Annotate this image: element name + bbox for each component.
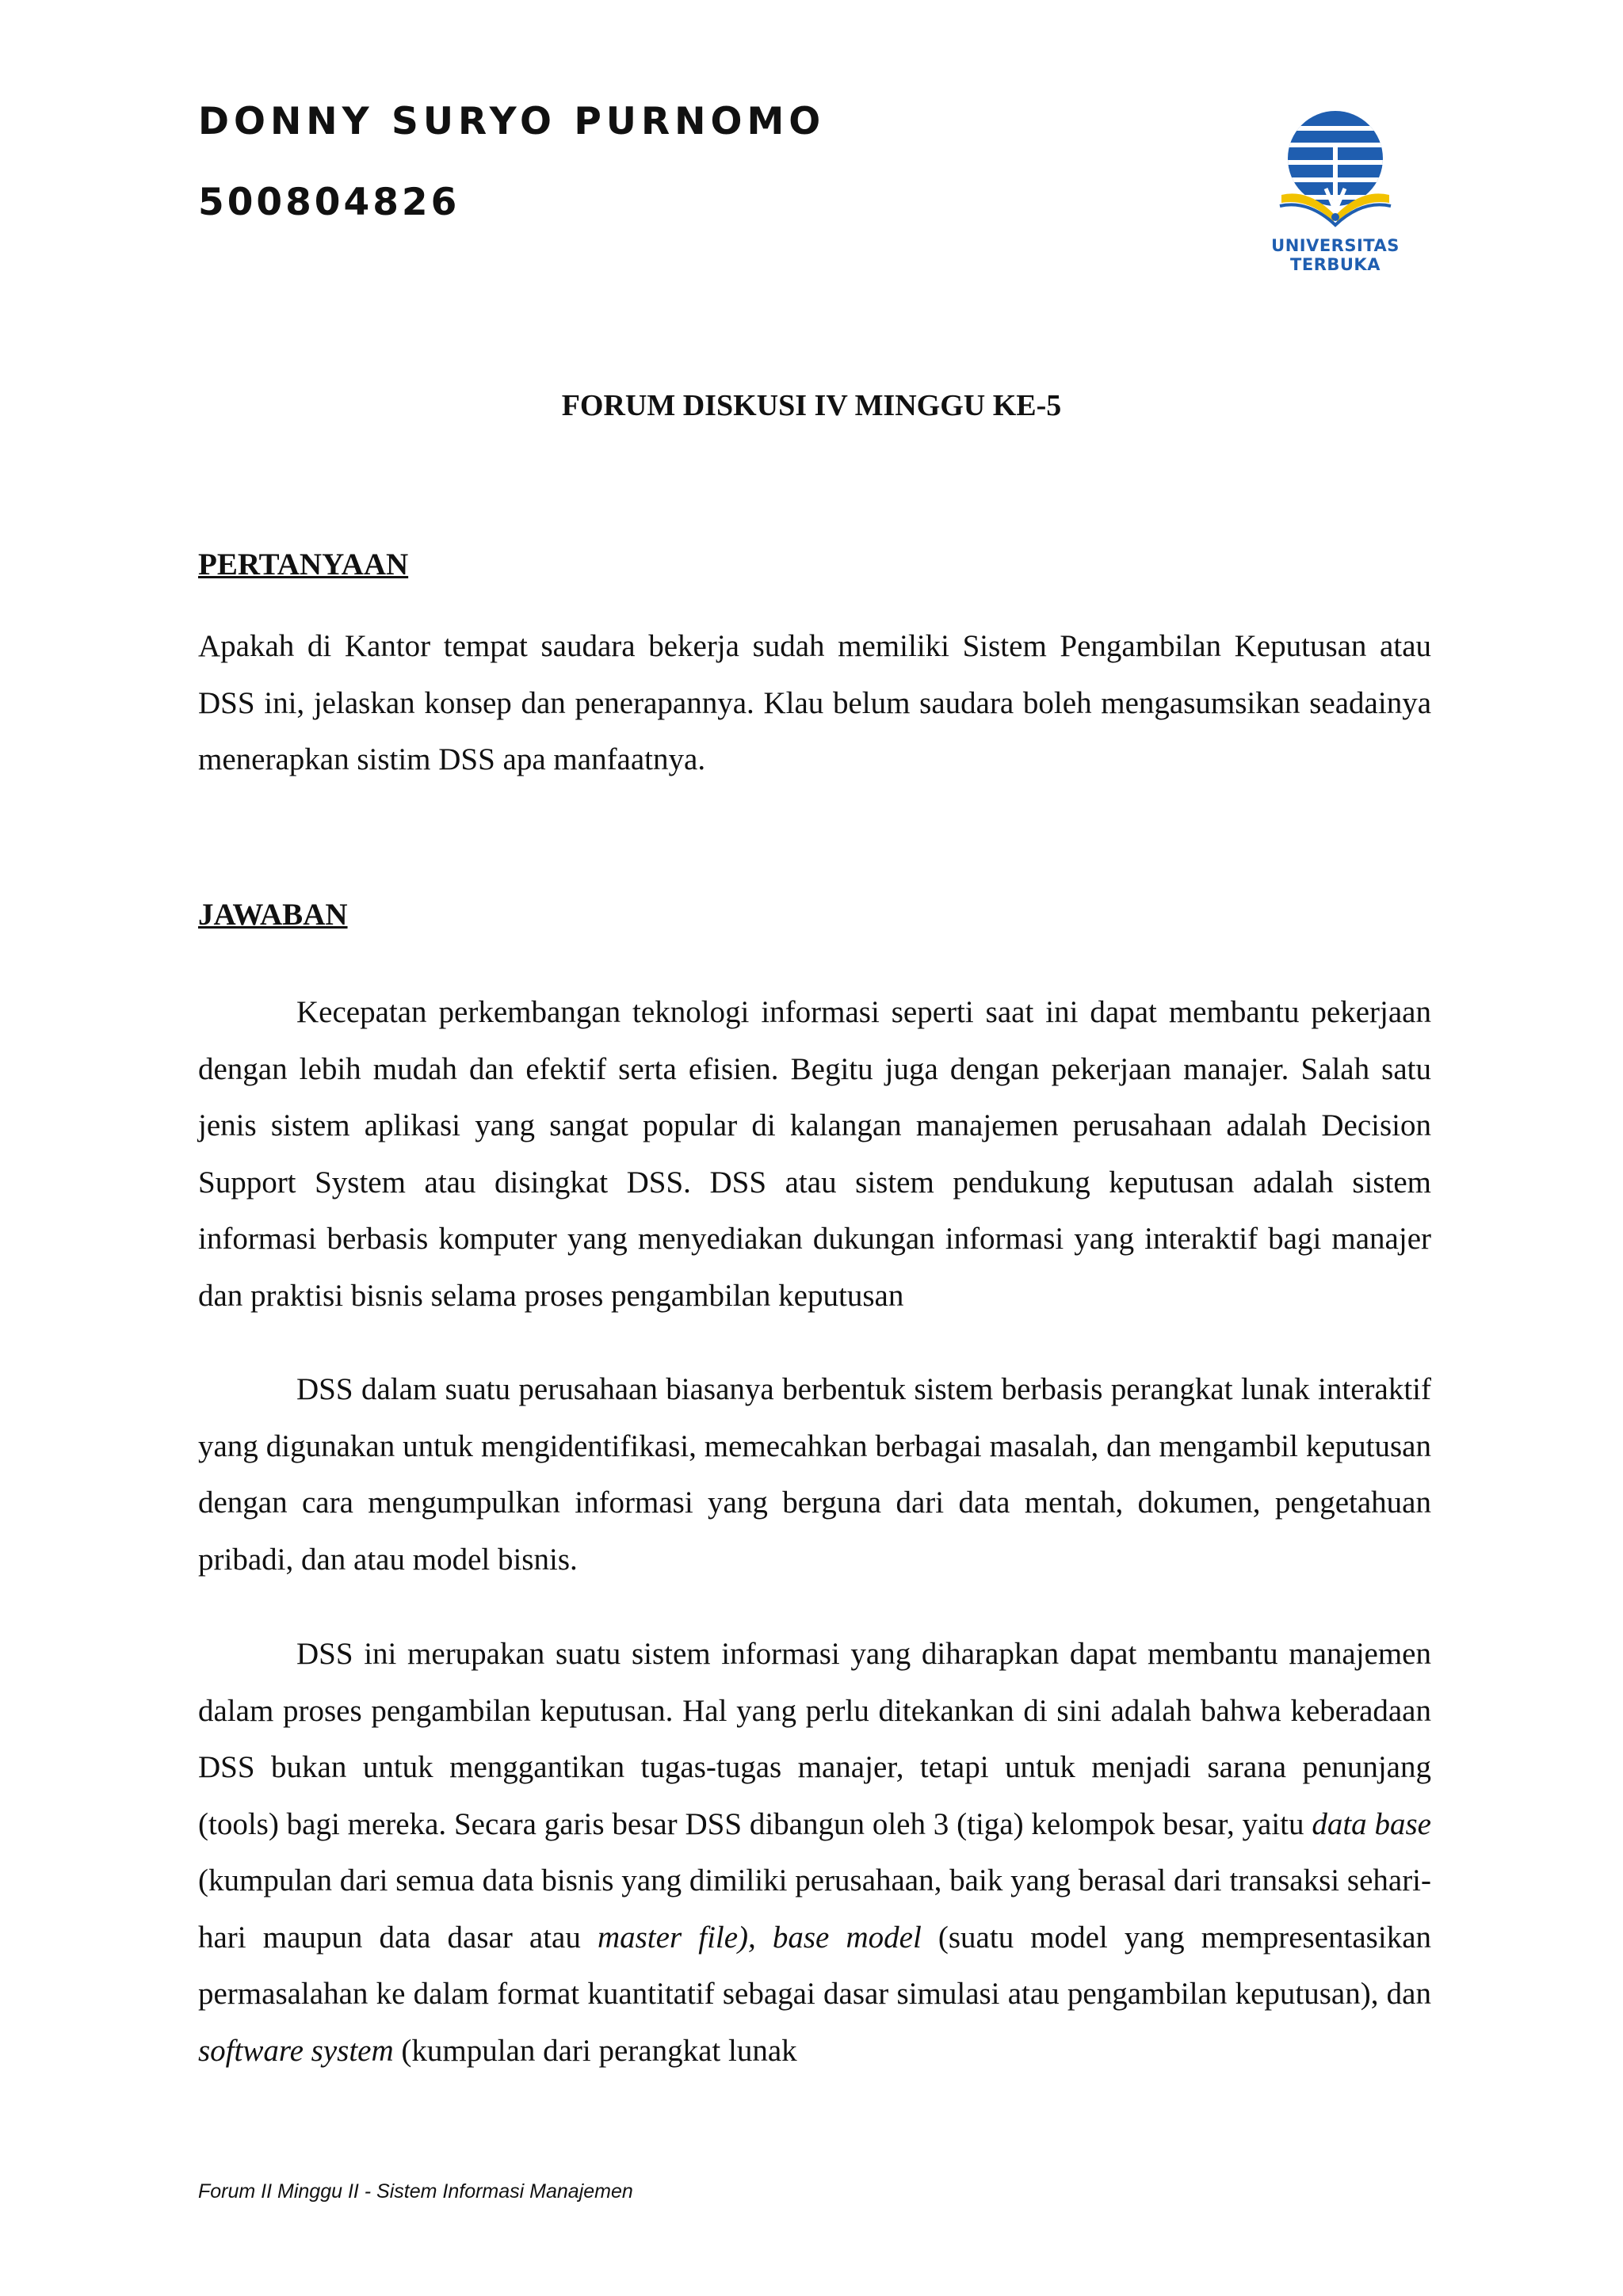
term-software-system: software system [198,2033,394,2068]
answer-paragraph-3-text: (kumpulan dari perangkat lunak [393,2033,797,2068]
answer-paragraph-3-text: (suatu model yang mempresentasikan permasalahan ke dalam format kuantitatif sebagai dasar simulasi atau pengambilan keputusan), dan [198,1920,1432,2011]
answer-paragraph-3 [198,1626,1431,2079]
answer-paragraph-2: DSS dalam suatu perusahaan biasanya berbentuk sistem berbasis perangkat lunak interaktif yang digunakan untuk mengidentifikasi, memecahkan berbagai masalah, dan mengambil keputusan dengan cara mengumpulkan informasi yang berguna dari data mentah, dokumen, pengetahuan pribadi, dan atau model bisnis. [198,1372,1431,1577]
answer-paragraph-1: Kecepatan perkembangan teknologi informasi seperti saat ini dapat membantu pekerjaan dengan lebih mudah dan efektif serta efisien. Begitu juga dengan pekerjaan manajer. Salah satu jenis sistem aplikasi yang sangat popular di kalangan manajemen perusahaan adalah Decision Support System atau disingkat DSS. DSS atau sistem pendukung keputusan adalah sistem informasi berbasis komputer yang menyediakan dukungan informasi yang interaktif bagi manajer dan praktisi bisnis selama proses pengambilan keputusan [198,995,1431,1313]
term-master-file-base-model: master file), base model [597,1920,922,1955]
document-title: FORUM DISKUSI IV MINGGU KE-5 [561,389,1062,422]
answer-heading: JAWABAN [198,898,348,932]
universitas-terbuka-emblem-icon [1232,101,1438,236]
author-name: DONNY SURYO PURNOMO [198,100,826,143]
logo-caption: UNIVERSITAS TERBUKA [1271,236,1400,274]
page-footer: Forum II Minggu II - Sistem Informasi Manajemen [198,2180,633,2203]
student-id: 500804826 [198,181,460,224]
term-data-base: data base [1312,1806,1431,1841]
question-heading: PERTANYAAN [198,547,409,582]
question-text: Apakah di Kantor tempat saudara bekerja sudah memiliki Sistem Pengambilan Keputusan atau DSS ini, jelaskan konsep dan penerapannya. Klau belum saudara boleh mengasumsikan seadainya menerapkan sistim DSS apa manfaatnya. [198,629,1431,776]
answer-paragraph-3-text: (kumpulan dari semua data bisnis yang dimiliki perusahaan, baik yang berasal dari transaksi sehari-hari maupun data dasar atau [198,1863,1431,1955]
university-logo [1232,101,1438,274]
answer-paragraph-3-text: DSS ini merupakan suatu sistem informasi yang diharapkan dapat membantu manajemen dalam proses pengambilan keputusan. Hal yang perlu ditekankan di sini adalah bahwa keberadaan DSS bukan untuk menggantikan tugas-tugas manajer, tetapi untuk menjadi sarana penunjang (tools) bagi mereka. Secara garis besar DSS dibangun oleh 3 (tiga) kelompok besar, yaitu [198,1637,1431,1841]
